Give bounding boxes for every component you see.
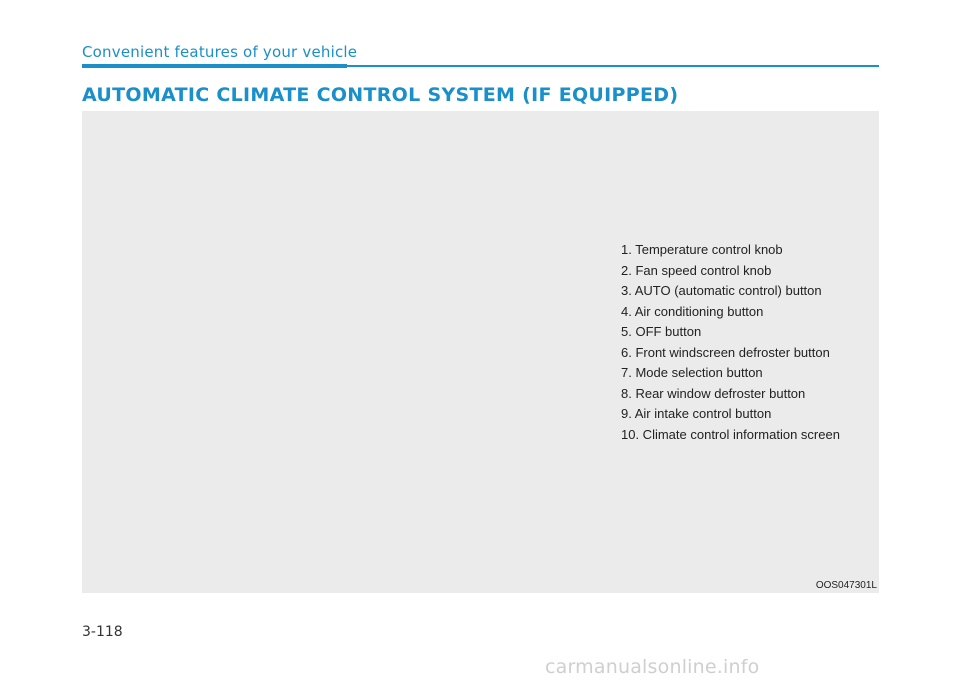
legend-item: 6. Front windscreen defroster button [621, 344, 830, 360]
section-header-rule-thick [82, 64, 347, 68]
legend-item: 3. AUTO (automatic control) button [621, 283, 822, 298]
legend-item: 2. Fan speed control knob [621, 262, 772, 278]
figure-legend [621, 240, 840, 445]
section-header-rule-thin [347, 65, 879, 67]
legend-item: 5. OFF button [621, 324, 702, 339]
figure-panel [82, 111, 879, 593]
watermark[interactable]: carmanualsonline.info [545, 656, 760, 678]
legend-item: 4. Air conditioning button [621, 303, 764, 319]
legend-item: 7. Mode selection button [621, 365, 763, 380]
page-title: AUTOMATIC CLIMATE CONTROL SYSTEM (IF EQUIPPED) [82, 84, 679, 106]
legend-item: 10. Climate control information screen [621, 426, 840, 442]
legend-item: 9. Air intake control button [621, 406, 772, 421]
legend-item: 8. Rear window defroster button [621, 385, 806, 401]
page-number: 3-118 [82, 624, 123, 640]
legend-item: 1. Temperature control knob [621, 242, 783, 257]
figure-code: OOS047301L [815, 580, 877, 591]
section-header: Convenient features of your vehicle [82, 43, 358, 61]
